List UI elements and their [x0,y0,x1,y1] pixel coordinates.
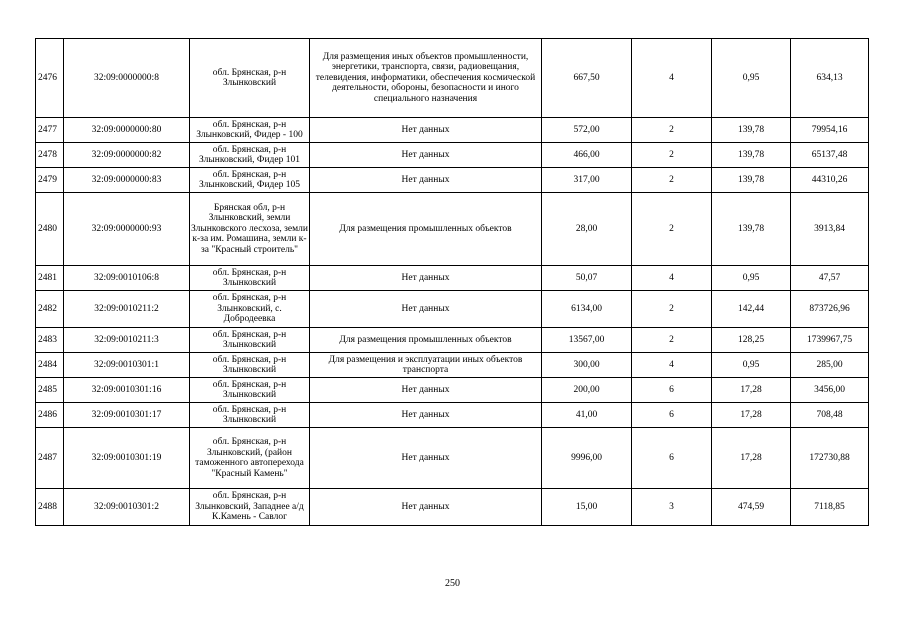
address-cell: обл. Брянская, р-н Злынковский [190,353,310,378]
group-cell: 6 [632,378,712,403]
area-cell: 572,00 [542,118,632,143]
row-number-cell: 2488 [36,489,64,526]
table-row [36,353,869,378]
table-row [36,291,869,328]
specific-value-cell: 128,25 [712,328,791,353]
row-number-cell: 2487 [36,428,64,489]
permitted-use-cell: Нет данных [310,266,542,291]
permitted-use-cell: Для размещения и эксплуатации иных объектов транспорта [310,353,542,378]
cadastral-number-cell: 32:09:0010301:19 [64,428,190,489]
cadastral-cost-cell: 3456,00 [791,378,869,403]
address-cell: обл. Брянская, р-н Злынковский, Западнее а/д К.Камень - Савлог [190,489,310,526]
row-number-cell: 2486 [36,403,64,428]
permitted-use-cell: Для размещения иных объектов промышленности, энергетики, транспорта, связи, радиовещания, телевидения, информатики, обеспечения космической деятельности, обороны, безопасности и иного специального назначения [310,39,542,118]
area-cell: 9996,00 [542,428,632,489]
cadastral-cost-cell: 44310,26 [791,168,869,193]
group-cell: 2 [632,328,712,353]
row-number-cell: 2481 [36,266,64,291]
cadastral-cost-cell: 3913,84 [791,193,869,266]
row-number-cell: 2478 [36,143,64,168]
permitted-use-cell: Нет данных [310,428,542,489]
table-row [36,428,869,489]
cadastral-number-cell: 32:09:0000000:8 [64,39,190,118]
cadastral-cost-cell: 1739967,75 [791,328,869,353]
address-cell: Брянская обл, р-н Злынковский, земли Злынковского лесхоза, земли к-за им. Ромашина, земли к-за "Красный строитель" [190,193,310,266]
address-cell: обл. Брянская, р-н Злынковский, Фидер 101 [190,143,310,168]
row-number-cell: 2483 [36,328,64,353]
row-number-cell: 2484 [36,353,64,378]
permitted-use-cell: Для размещения промышленных объектов [310,193,542,266]
group-cell: 6 [632,428,712,489]
page-number: 250 [445,578,460,589]
specific-value-cell: 17,28 [712,428,791,489]
table-row [36,403,869,428]
cadastral-number-cell: 32:09:0010301:1 [64,353,190,378]
cadastral-number-cell: 32:09:0000000:80 [64,118,190,143]
address-cell: обл. Брянская, р-н Злынковский, с. Добродеевка [190,291,310,328]
cadastral-number-cell: 32:09:0010211:3 [64,328,190,353]
cadastral-cost-cell: 79954,16 [791,118,869,143]
cadastral-number-cell: 32:09:0010211:2 [64,291,190,328]
cadastral-cost-cell: 65137,48 [791,143,869,168]
area-cell: 6134,00 [542,291,632,328]
group-cell: 4 [632,353,712,378]
address-cell: обл. Брянская, р-н Злынковский [190,328,310,353]
cadastral-number-cell: 32:09:0000000:82 [64,143,190,168]
table-row [36,266,869,291]
group-cell: 3 [632,489,712,526]
group-cell: 4 [632,266,712,291]
address-cell: обл. Брянская, р-н Злынковский, Фидер - 100 [190,118,310,143]
group-cell: 2 [632,193,712,266]
permitted-use-cell: Нет данных [310,143,542,168]
area-cell: 667,50 [542,39,632,118]
specific-value-cell: 0,95 [712,266,791,291]
permitted-use-cell: Нет данных [310,291,542,328]
row-number-cell: 2477 [36,118,64,143]
table-row [36,143,869,168]
cadastral-number-cell: 32:09:0010301:17 [64,403,190,428]
address-cell: обл. Брянская, р-н Злынковский [190,378,310,403]
permitted-use-cell: Нет данных [310,118,542,143]
table-row [36,193,869,266]
area-cell: 28,00 [542,193,632,266]
cadastral-number-cell: 32:09:0010301:2 [64,489,190,526]
permitted-use-cell: Нет данных [310,168,542,193]
area-cell: 41,00 [542,403,632,428]
cadastral-number-cell: 32:09:0000000:93 [64,193,190,266]
group-cell: 4 [632,39,712,118]
group-cell: 2 [632,143,712,168]
cadastral-number-cell: 32:09:0010301:16 [64,378,190,403]
cadastral-cost-cell: 634,13 [791,39,869,118]
specific-value-cell: 17,28 [712,378,791,403]
group-cell: 6 [632,403,712,428]
group-cell: 2 [632,118,712,143]
specific-value-cell: 139,78 [712,193,791,266]
area-cell: 200,00 [542,378,632,403]
permitted-use-cell: Нет данных [310,489,542,526]
table-row [36,168,869,193]
table-row [36,378,869,403]
permitted-use-cell: Нет данных [310,378,542,403]
area-cell: 13567,00 [542,328,632,353]
area-cell: 317,00 [542,168,632,193]
address-cell: обл. Брянская, р-н Злынковский [190,39,310,118]
cadastral-cost-cell: 873726,96 [791,291,869,328]
group-cell: 2 [632,291,712,328]
permitted-use-cell: Нет данных [310,403,542,428]
specific-value-cell: 0,95 [712,353,791,378]
cadastral-cost-cell: 172730,88 [791,428,869,489]
group-cell: 2 [632,168,712,193]
row-number-cell: 2482 [36,291,64,328]
specific-value-cell: 139,78 [712,143,791,168]
cadastral-cost-cell: 285,00 [791,353,869,378]
address-cell: обл. Брянская, р-н Злынковский [190,266,310,291]
cadastral-cost-cell: 708,48 [791,403,869,428]
permitted-use-cell: Для размещения промышленных объектов [310,328,542,353]
table-row [36,118,869,143]
area-cell: 300,00 [542,353,632,378]
row-number-cell: 2485 [36,378,64,403]
row-number-cell: 2476 [36,39,64,118]
table-row [36,39,869,118]
row-number-cell: 2480 [36,193,64,266]
address-cell: обл. Брянская, р-н Злынковский [190,403,310,428]
cadastral-cost-cell: 47,57 [791,266,869,291]
cadastral-number-cell: 32:09:0000000:83 [64,168,190,193]
specific-value-cell: 17,28 [712,403,791,428]
table-row [36,489,869,526]
area-cell: 15,00 [542,489,632,526]
specific-value-cell: 139,78 [712,168,791,193]
specific-value-cell: 142,44 [712,291,791,328]
address-cell: обл. Брянская, р-н Злынковский, (район таможенного автоперехода "Красный Камень" [190,428,310,489]
area-cell: 466,00 [542,143,632,168]
area-cell: 50,07 [542,266,632,291]
address-cell: обл. Брянская, р-н Злынковский, Фидер 105 [190,168,310,193]
row-number-cell: 2479 [36,168,64,193]
table-row [36,328,869,353]
specific-value-cell: 139,78 [712,118,791,143]
cadastral-number-cell: 32:09:0010106:8 [64,266,190,291]
specific-value-cell: 474,59 [712,489,791,526]
specific-value-cell: 0,95 [712,39,791,118]
cadastral-cost-cell: 7118,85 [791,489,869,526]
table-body [36,39,869,526]
cadastral-value-table [35,38,869,526]
